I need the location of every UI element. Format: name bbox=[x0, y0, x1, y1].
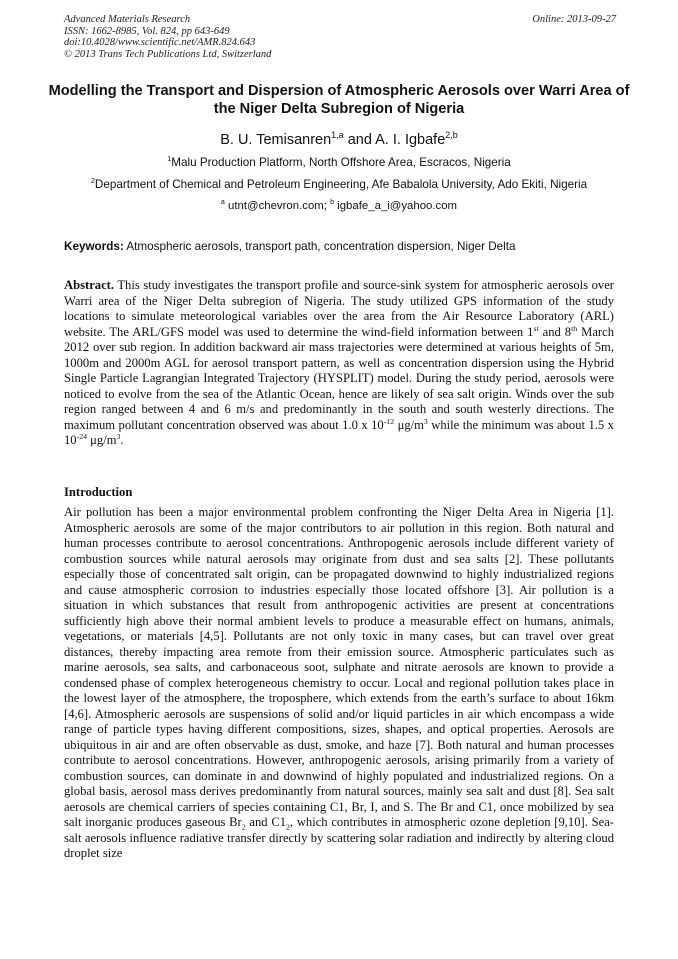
issn-volume: ISSN: 1662-8985, Vol. 824, pp 643-649 bbox=[64, 25, 230, 37]
introduction-heading: Introduction bbox=[64, 485, 133, 499]
intro-text-1: Air pollution has been a major environmental problem confronting the Niger Delta Area in Nigeria [1]. Atmospheric aerosols are some of the major contributors to air pollution in this region. Both natural and human processes contribute to aerosol concentrations. Anthropogenic aerosols include different variety of combustion sources while natural aerosols may originate from dust and sea salts [2]. These pollutants especially those of concentrated salt origin, can be propagated downwind to highly industrialized regions and cause atmospheric corrosion to industries especially those located offshore [3]. Air pollution is a situation in which substances that result from anthropogenic activities are present at concentrations sufficiently high above their normal ambient levels to produce a measurable effect on humans, animals, vegetations, or materials [4,5]. Pollutants are not only toxic in many cases, but can travel over great distances, thereby impacting area remote from their emission source. Atmospheric particulates such as marine aerosols, sea salts, and carbonaceous soot, sulphate and nitrate aerosols are known to provide a condensed phase of complex heterogeneous chemistry to occur. Local and regional pollution takes place in the lowest layer of the atmosphere, the troposphere, which extends from the earth’s surface to about 16km [4,6]. Atmospheric aerosols are suspensions of solid and/or liquid particles in air which encompass a wide range of particle types having different compositions, sizes, shapes, and optical properties. Aerosols are ubiquitous in air and are often observable as dust, smoke, and haze [7]. Both natural and human processes contribute to aerosol concentrations. However, anthropogenic aerosols, arising primarily from a variety of combustion sources, can dominate in and downwind of highly populated and industrialized regions. On a global basis, aerosol mass derives predominantly from natural sources, mainly sea salt and dust [8]. Sea salt aerosols are chemical carriers of species containing C1, Br, I, and S. The Br and C1, once mobilized by sea salt inorganic produces gaseous Br bbox=[64, 505, 614, 829]
keywords-label: Keywords: bbox=[64, 240, 124, 253]
introduction-paragraph bbox=[64, 505, 614, 862]
affiliation-1-marker: 1 bbox=[167, 154, 172, 164]
abstract-text-3: March 2012 over sub region. In addition backward air mass trajectories were determined at various heights of 5m, 1000m and 2000m AGL for aerosol transport pattern, as well as concentration dispersion using the Hybrid Single Particle Lagrangian Integrated Trajectory (HYSPLIT) model. During the study period, aerosols were noticed to evolve from the sea of the Atlantic Ocean, hence are likely of sea salt origin. Winds over the sub region ranged between 4 and 6 m/s and predominantly in the south and south westerly directions. The maximum pollutant concentration observed was about 1.0 x 10 bbox=[64, 324, 614, 432]
journal-name: Advanced Materials Research bbox=[64, 14, 191, 25]
paper-title: Modelling the Transport and Dispersion of Atmospheric Aerosols over Warri Area of the Niger Delta Subregion of Nigeria bbox=[48, 83, 630, 117]
keywords-text: Atmospheric aerosols, transport path, concentration dispersion, Niger Delta bbox=[123, 240, 516, 253]
authors-and: and bbox=[343, 132, 376, 148]
email-b-marker: b bbox=[330, 199, 335, 207]
abstract-text-2: and 8 bbox=[538, 324, 572, 339]
affiliation-1 bbox=[0, 156, 678, 170]
abstract-unit-exp-2: 3 bbox=[116, 431, 121, 441]
author-2-marker: 2,b bbox=[445, 130, 458, 141]
author-1-marker: 1,a bbox=[331, 130, 344, 141]
affiliation-2 bbox=[0, 178, 678, 192]
affiliation-1-text: Malu Production Platform, North Offshore Area, Escracos, Nigeria bbox=[171, 156, 511, 169]
abstract-paragraph bbox=[64, 278, 614, 449]
copyright: © 2013 Trans Tech Publications Ltd, Switzerland bbox=[64, 48, 272, 60]
intro-sub-2: 2 bbox=[286, 822, 290, 832]
author-emails bbox=[0, 199, 678, 213]
abstract-sup-st: st bbox=[533, 323, 539, 333]
abstract-text-1: This study investigates the transport profile and source-sink system for atmospheric aerosols over Warri area of the Niger Delta subregion of Nigeria. The study utilized GPS information of the study locations to simulate meteorological variables over the area from the Air Resource Laboratory (ARL) website. The ARL/GFS model was used to determine the wind-field information between 1 bbox=[64, 278, 614, 339]
affiliation-2-text: Department of Chemical and Petroleum Engineering, Afe Babalola University, Ado Ekiti, Nigeria bbox=[94, 178, 588, 191]
affiliation-2-marker: 2 bbox=[90, 176, 95, 186]
intro-text-2: and C1 bbox=[245, 815, 287, 829]
email-b: igbafe_a_i@yahoo.com bbox=[334, 200, 458, 212]
abstract-exponent-1: -12 bbox=[383, 416, 395, 426]
authors-line bbox=[0, 131, 678, 149]
abstract-label: Abstract. bbox=[64, 278, 115, 292]
abstract-text-7: . bbox=[120, 433, 124, 447]
abstract-sup-th: th bbox=[571, 323, 578, 333]
journal-header bbox=[64, 14, 616, 60]
doi: doi:10.4028/www.scientific.net/AMR.824.643 bbox=[64, 37, 256, 49]
keywords bbox=[64, 240, 624, 254]
author-1: B. U. Temisanren bbox=[220, 132, 332, 148]
intro-text-3: , which contributes in atmospheric ozone depletion [9,10]. Sea-salt aerosols influence radiative transfer directly by scattering solar radiation and indirectly by altering cloud droplet size bbox=[64, 815, 614, 860]
abstract-unit-exp-1: 3 bbox=[423, 416, 428, 426]
abstract-text-6: μg/m bbox=[87, 433, 117, 447]
abstract-text-4: μg/m bbox=[394, 417, 424, 432]
abstract-text-5: while the minimum was about 1.5 x 10 bbox=[64, 417, 614, 447]
email-a-marker: a bbox=[220, 199, 225, 207]
author-2: A. I. Igbafe bbox=[375, 132, 446, 148]
intro-sub-1: 2 bbox=[241, 822, 246, 832]
email-a: utnt@chevron.com; bbox=[224, 200, 331, 212]
online-date: Online: 2013-09-27 bbox=[532, 14, 616, 25]
abstract-exponent-2: -24 bbox=[76, 431, 87, 441]
